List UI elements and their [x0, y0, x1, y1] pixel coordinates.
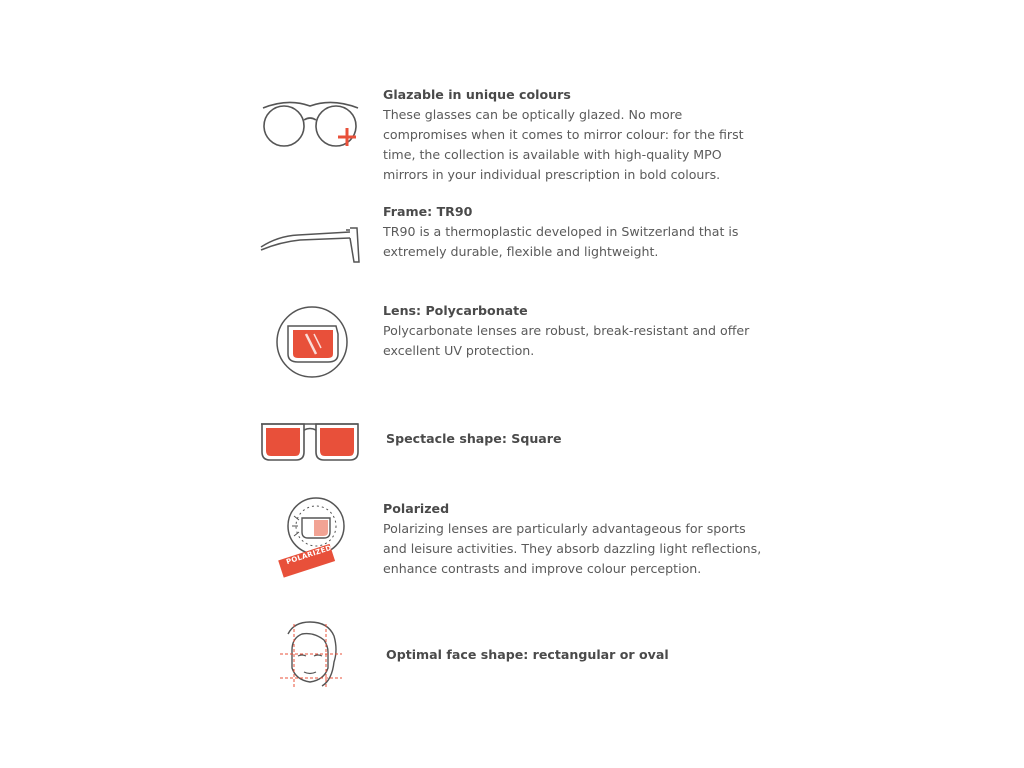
feature-title: Optimal face shape: rectangular or oval — [386, 647, 669, 662]
feature-description: Polycarbonate lenses are robust, break-resistant and offer excellent UV protection. — [383, 323, 750, 358]
feature-description: These glasses can be optically glazed. No more compromises when it comes to mirror colour: for the first time, the collection is available with high-quality MPO mirrors in your individual prescription in bold colours. — [383, 107, 744, 182]
feature-title: Lens: Polycarbonate — [383, 303, 528, 318]
round-glasses-plus-icon — [258, 96, 363, 156]
feature-title: Frame: TR90 — [383, 204, 473, 219]
feature-description: TR90 is a thermoplastic developed in Switzerland that is extremely durable, flexible and lightweight. — [383, 224, 739, 259]
polarized-badge-icon — [258, 496, 363, 580]
feature-description: Polarizing lenses are particularly advantageous for sports and leisure activities. They absorb dazzling light reflections, enhance contrasts and improve colour perception. — [383, 521, 762, 576]
polarized-badge-label: POLARIZED — [285, 543, 333, 567]
feature-title: Spectacle shape: Square — [386, 431, 562, 446]
lens-circle-icon — [258, 304, 363, 380]
glasses-side-view-icon — [258, 220, 363, 265]
square-glasses-icon — [258, 418, 363, 464]
feature-title: Polarized — [383, 501, 450, 516]
face-shape-icon — [258, 620, 363, 690]
feature-title: Glazable in unique colours — [383, 87, 571, 102]
